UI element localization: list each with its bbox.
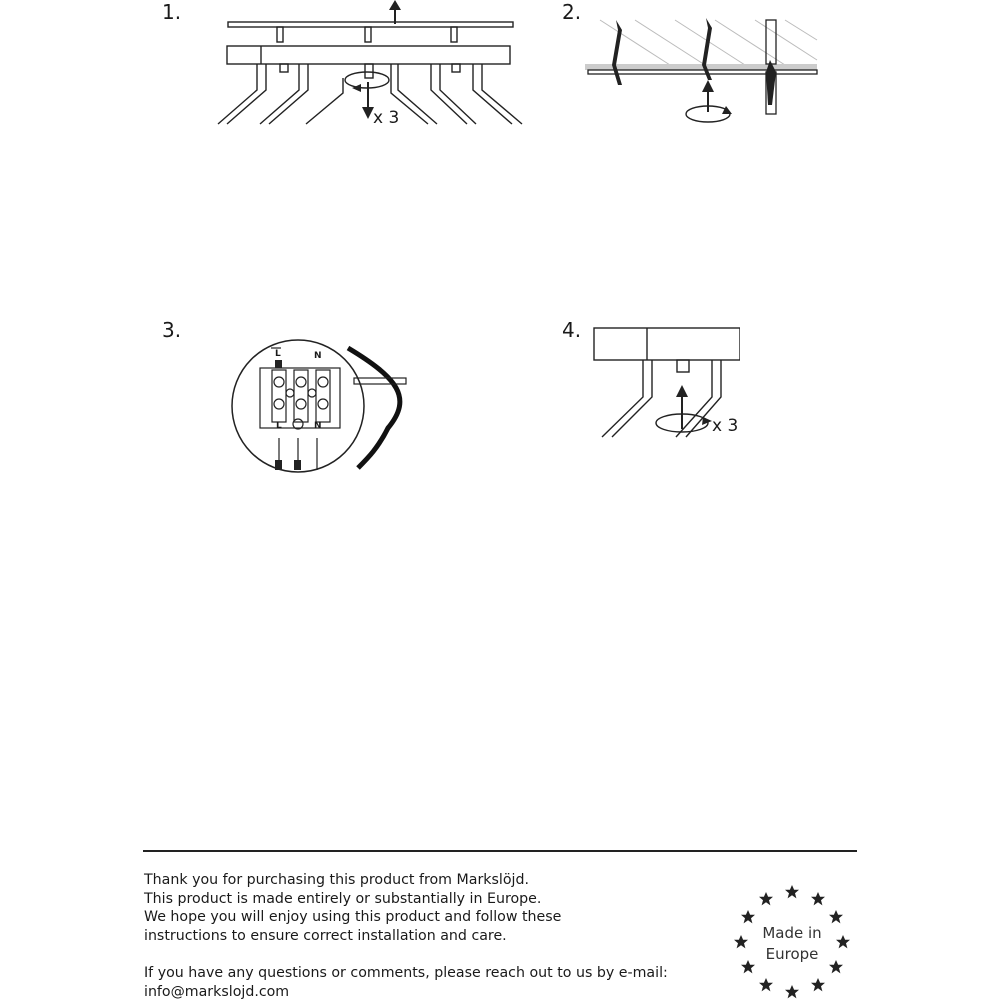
step-4-number: 4. — [562, 318, 582, 342]
step-3-illustration — [228, 338, 418, 478]
terminal-top-n: N — [314, 351, 322, 361]
terminal-bottom-n: N — [314, 421, 322, 431]
footer-email[interactable]: info@markslojd.com — [144, 983, 290, 1000]
footer-line-2: This product is made entirely or substantially in Europe. — [144, 890, 542, 907]
footer-line-4: instructions to ensure correct installation and care. — [144, 927, 507, 944]
terminal-top-l: L — [275, 349, 281, 359]
footer-divider — [143, 850, 857, 852]
footer-contact-line: If you have any questions or comments, please reach out to us by e-mail: — [144, 964, 668, 981]
step-1-multiplier: x 3 — [373, 108, 400, 128]
badge-line-2: Europe — [765, 945, 819, 963]
terminal-bottom-l: L — [276, 421, 282, 431]
step-2-illustration — [580, 10, 820, 130]
footer-message — [144, 871, 704, 1001]
badge-line-1: Made in — [762, 924, 822, 942]
footer-line-3: We hope you will enjoy using this product and follow these — [144, 909, 562, 926]
footer-line-1: Thank you for purchasing this product from Markslöjd. — [144, 872, 529, 888]
step-1-number: 1. — [162, 0, 182, 24]
made-in-europe-badge — [732, 880, 856, 1000]
step-3-number: 3. — [162, 318, 182, 342]
step-4-multiplier: x 3 — [712, 416, 739, 436]
step-2-number: 2. — [562, 0, 582, 24]
step-1-illustration — [205, 0, 535, 135]
